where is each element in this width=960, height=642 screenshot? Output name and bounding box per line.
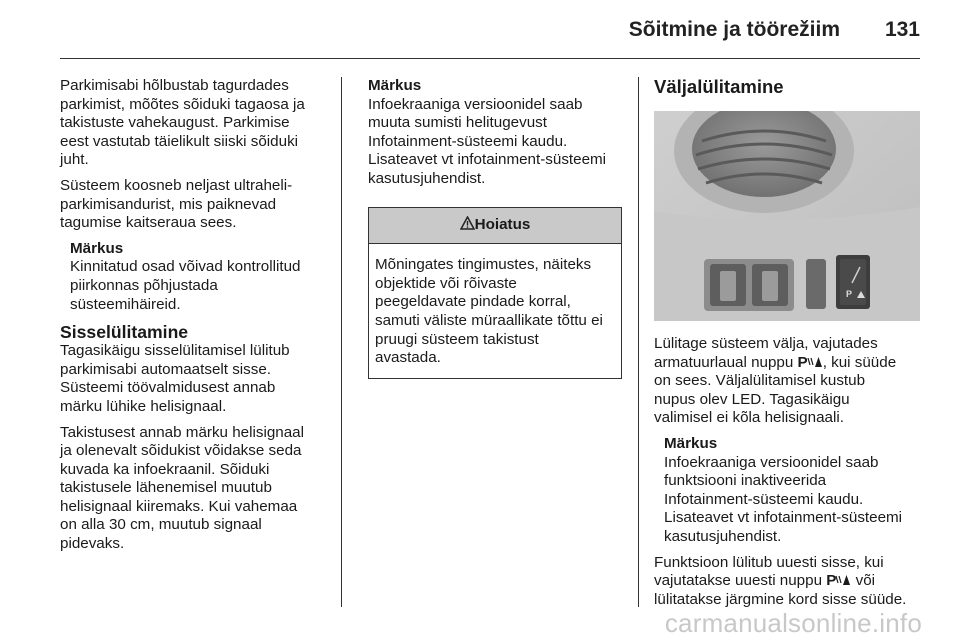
column-right [654,77,922,616]
note-title: Märkus [664,434,718,452]
text-span: Funktsioon lülitub uuesti sisse, kui vajutatakse uuesti nuppu [654,553,884,590]
column-divider [638,77,639,607]
warning-icon [460,216,475,230]
watermark: carmanualsonline.info [664,608,922,638]
section-heading: Väljalülitamine [654,76,784,97]
note-block [60,240,330,314]
paragraph: Takistusest annab märku helisignaal ja olenevalt sõidukist võidakse seda kuvada ka infoekraanil. Sõiduki takistusele lähenemisel muutub helisignaal kiiremaks. Kui vahemaa on alla 30 cm, muutub signaal pidevaks. [60,423,304,553]
text-span: või lülitatakse järgmine kord sisse süüde. [654,572,907,608]
section-heading: Sisselülitamine [60,322,189,343]
page-title: Sõitmine ja töörežiim [628,18,840,41]
note-text: Infoekraaniga versioonidel saab funktsiooni inaktiveerida Infotainment-süsteemi kaudu. Lisateavet vt infotainment-süsteemi kasutusjuhendist. [664,453,903,545]
paragraph [654,335,922,428]
text-span: Lülitage süsteem välja, vajutades armatuurlaual nuppu [654,335,878,371]
note-title: Märkus [368,77,422,94]
dashboard-photo [654,111,920,321]
paragraph: Süsteem koosneb neljast ultraheli- parkimisandurist, mis paiknevad tagumise kaitseraua sees. [60,176,293,232]
paragraph [654,554,922,610]
parking-sensor-icon [798,354,823,373]
page-number: 131 [884,18,920,41]
text-span: , kui süüde on sees. Väljalülitamisel kustub nupus olev LED. Tagasikäigu valimisel ei kõla helisignaali. [654,353,897,427]
photo-button-label: P [846,289,853,299]
note-title: Märkus [70,239,124,257]
warning-text: Mõningates tingimustes, näiteks objektide või rõivaste peegeldavate pindade korral, samuti väliste müraallikate tõttu ei pruugi süsteem takistust avastada. [375,256,603,367]
warning-title: Hoiatus [474,215,531,233]
column-middle [368,77,623,379]
note-text: Kinnitatud osad võivad kontrollitud piirkonnas põhjustada süsteemihäireid. [70,258,301,313]
dashboard-switch-image [654,111,920,321]
column-left [60,77,330,561]
note-block [654,435,922,547]
paragraph: Parkimisabi hõlbustab tagurdades parkimist, mõõtes sõiduki tagaosa ja takistuste vahekaugust. Parkimise eest vastutab täielikult siiski sõiduki juht. [60,77,305,169]
column-divider [341,77,342,607]
warning-header [369,208,621,245]
parking-sensor-icon [826,572,851,591]
note-text: Infoekraaniga versioonidel saab muuta sumisti helitugevust Infotainment-süsteemi kaudu. Lisateavet vt infotainment-süsteemi kasutusjuhendist. [368,95,607,187]
symbol-letter: P [826,572,836,590]
page-header [60,0,920,59]
symbol-letter: P [797,353,807,371]
warning-box [368,207,622,379]
paragraph: Tagasikäigu sisselülitamisel lülitub parkimisabi automaatselt sisse. Süsteemi töövalmidusest annab märku lühike helisignaal. [60,342,290,415]
